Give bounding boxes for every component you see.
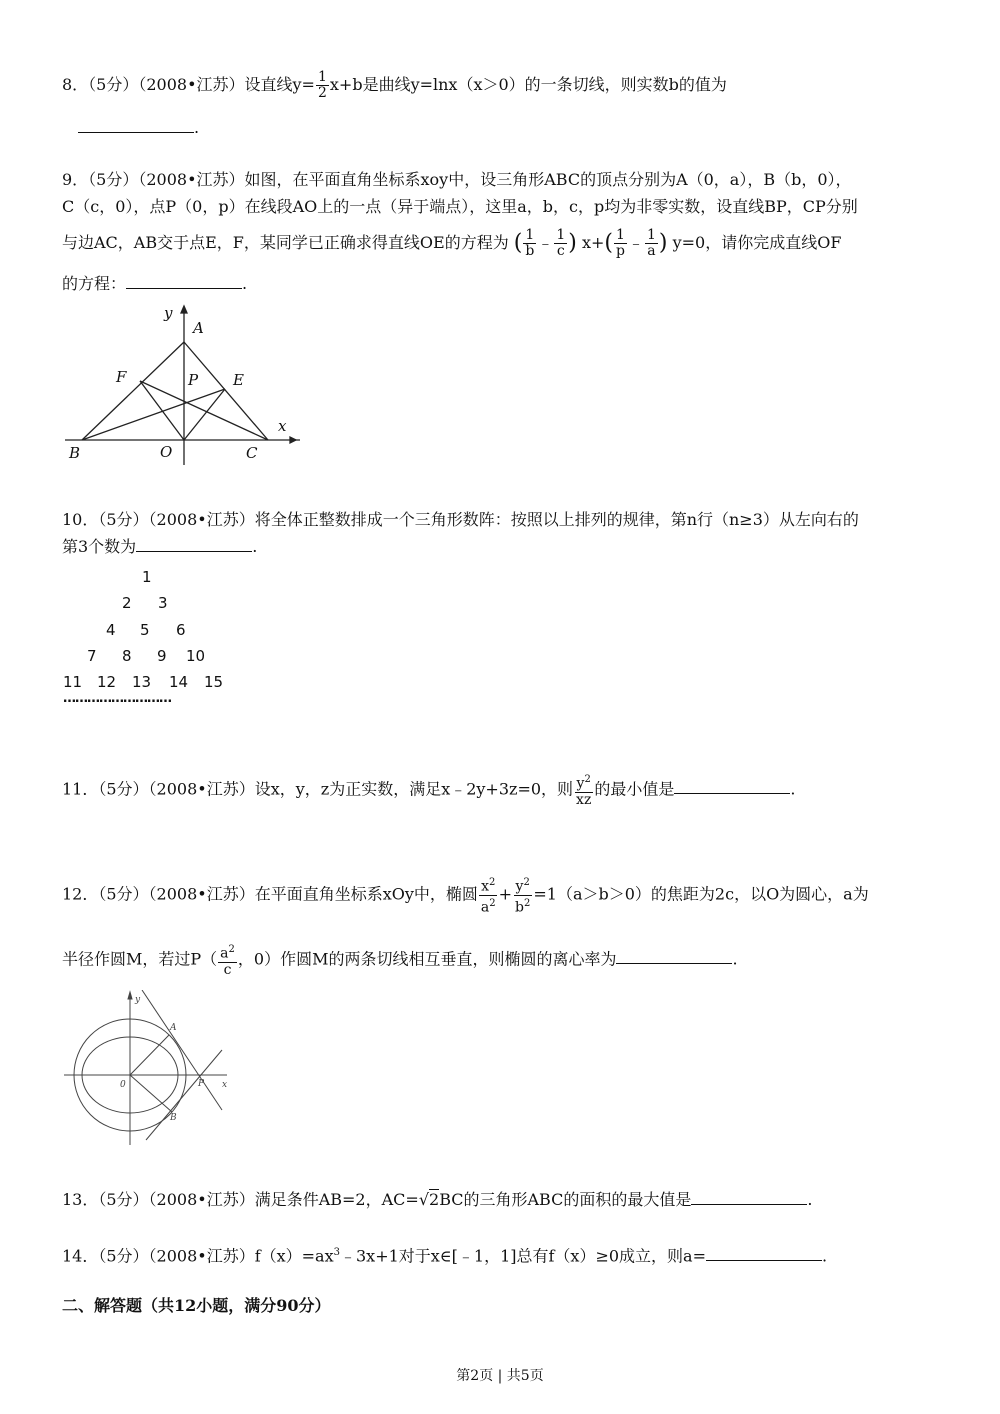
svg-text:B: B: [170, 1113, 177, 1123]
q11-answer-blank[interactable]: [674, 779, 790, 794]
q9-line4: 的方程： .: [62, 274, 248, 293]
q14-line: 14．（5分）（2008•江苏）$f(x)=ax^3﹣3x+1$对于x∈[﹣1，1]总有f（x）≥0成立，则a= .: [62, 1246, 828, 1266]
q10-line1: 10．（5分）（2008•江苏）将全体正整数排成一个三角形数阵：按照以上排列的规律，第n行（n≥3）从左向右的: [62, 510, 859, 529]
q11-line: 11．（5分）（2008•江苏）设x，y，z为正实数，满足x﹣2y+3z=0，则 $\frac{y^2}{xz}$ 的最小值是 .: [62, 774, 796, 808]
q9-line1: 9．（5分）（2008•江苏）如图，在平面直角坐标系xoy中，设三角形ABC的顶点分别为A（0，a），B（b，0），: [62, 170, 852, 189]
q12-line2: 半径作圆M，若过P（ $\frac{a^2}{c}$ ，0）作圆M的两条切线相互垂直，则椭圆的离心率为 .: [62, 944, 738, 978]
svg-text:B: B: [69, 444, 81, 462]
svg-text:E: E: [233, 371, 244, 389]
q10-answer-blank[interactable]: [136, 537, 252, 552]
q9-answer-blank[interactable]: [126, 274, 242, 289]
svg-text:A: A: [170, 1023, 177, 1033]
page-footer: 第2页 | 共5页: [456, 1368, 544, 1384]
q8-answer-line: .: [78, 118, 199, 138]
svg-text:P: P: [198, 1079, 205, 1089]
q8-line1: 8．（5分）（2008•江苏）设直线y= $\frac{1}{2}$ x+b是曲线y=lnx（x＞0）的一条切线，则实数b的值为: [62, 69, 727, 101]
q10-line2: 第3个数为 .: [62, 537, 258, 556]
line-be: [82, 389, 225, 440]
q11-fraction: $\frac{y^2}{xz}$: [576, 774, 592, 808]
section-heading: 二、解答题（共12小题，满分90分）: [62, 1296, 331, 1315]
svg-text:0: 0: [120, 1080, 126, 1090]
line-of: [140, 381, 184, 440]
svg-text:x: x: [278, 417, 287, 435]
q14-answer-blank[interactable]: [706, 1246, 822, 1261]
q9-triangle-figure: [60, 300, 320, 470]
svg-text:O: O: [160, 443, 173, 461]
svg-text:x: x: [222, 1080, 228, 1090]
radius-oa: [130, 1035, 169, 1075]
svg-text:y: y: [135, 995, 141, 1005]
q9-line3: 与边AC，AB交于点E，F，某同学已正确求得直线OE的方程为 ( $\frac{1}{b}$ ﹣ $\frac{1}{c}$ ) x+( $\frac{1}{p}$ ﹣ $\frac{1}{a}$ ) y=0，请你完成直线OF: [62, 227, 842, 259]
svg-text:C: C: [246, 444, 258, 462]
q8-fraction: $\frac{1}{2}$: [317, 69, 327, 101]
q12-answer-blank[interactable]: [616, 949, 732, 964]
q12-line1: 12．（5分）（2008•江苏）在平面直角坐标系xOy中，椭圆 $\frac{x^2}{a^2}$ + $\frac{y^2}{b^2}$ =1（a＞b＞0）的焦距为2c，以O为圆心，a为: [62, 877, 869, 916]
q9-line2: C（c，0），点P（0，p）在线段AO上的一点（异于端点），这里a，b，c，p均为非零实数，设直线BP，CP分别: [62, 197, 858, 216]
q12-ellipse-figure: [62, 990, 242, 1150]
svg-text:A: A: [193, 319, 204, 337]
side-ab: [82, 342, 184, 440]
line-cf: [140, 381, 268, 440]
svg-text:F: F: [116, 368, 127, 386]
q8-answer-blank[interactable]: [78, 118, 194, 133]
q13-line: 13．（5分）（2008•江苏）满足条件AB=2，AC=√2BC的三角形ABC的面积的最大值是 .: [62, 1190, 813, 1209]
tangent-lower: [146, 1050, 222, 1140]
svg-text:P: P: [188, 371, 199, 389]
q13-answer-blank[interactable]: [691, 1190, 807, 1205]
radius-ob: [130, 1075, 172, 1112]
sqrt-symbol: √: [418, 1190, 430, 1209]
svg-text:y: y: [164, 304, 173, 322]
